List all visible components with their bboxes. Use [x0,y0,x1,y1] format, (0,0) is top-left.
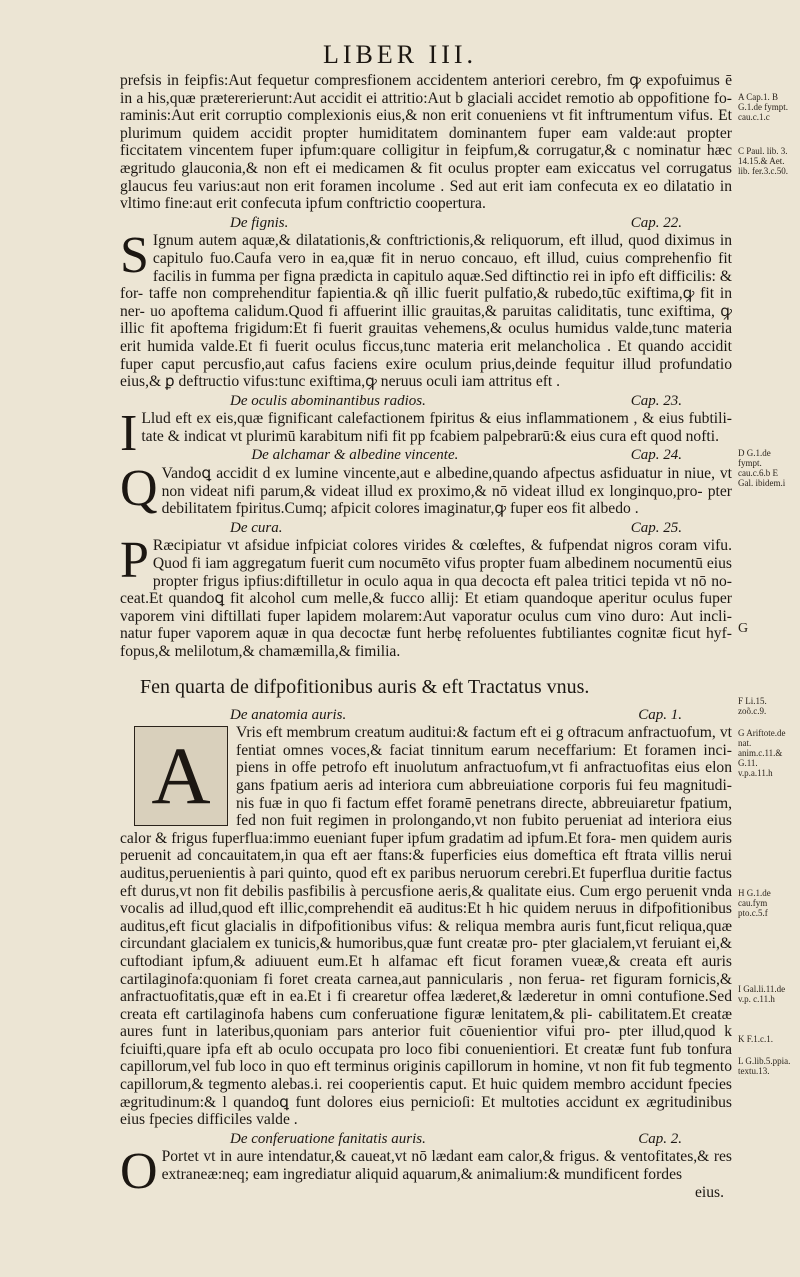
chapter-number: Cap. 23. [630,392,682,409]
marginal-note: H G.1.de cau.fym pto.c.5.f [738,888,771,918]
section-title: De fignis. [230,214,289,231]
section-body: A Vris eft membrum creatum auditui:& factum eft ei g oftracum anfractuofum, vt fentiat omnes voces,& faciat tinnitum earum neceffarium: Et foramen inci- piens in offe petrofo eft inuolutum anfractuofum,vt fi anfractuofitas eius elon gans fpatium aeris ad interiora cum abbreuiatione corporis fui feu magnitudi- nis fuæ in quo fi factum effet foramē penetrans directe, abbreuiaretur fpatium, fed non fuit regimen in prolongando,vt non fubito perueniat ad interiora eius calor & frigus fuperflua:immo eueniant fuper ipfum gradatim ad ipfum.Et fora- men quidem auris peruenit ad concauitatem,in qua eft aer ftans:& fuperficies eius domeftica eft ftrata villis nerui auditus,peruenientis à pari quinto, quod eft ex paribus neruorum cerebri.Et fuperflua duritie factus eft durus,vt non fit debilis pasfibilis à percusfione aeris,& qualitate eius. Cum ergo peruenit vnda vocalis ad illud,quod eft illic,comprehendit eā auditus:Et h hic quidem neruus in difpofitionibus auditus,eft ficut glacialis in difpofitionibus vifus: & reliqua membra auris funt,ficut reliqua,quæ circundant glacialem ex tunicis,& humoribus,quæ funt creatæ pro- pter glacialem,vt feruiant ei,& cuftodiant ipfum,& adiuuent eum.Et h alfamac eft ficut foramen vueæ,& creata eft auris cartilaginofa:quoniam fi foret creata carnea,aut pannicularis , non ferua- ret figuram fornicis,& anfractuofitatis,quæ eft in ea.Et i fi crearetur offea læderet,& læderetur in omni contufione.Sed creata eft cartilaginofa habens cum conferuatione figuræ lenitatem,& pli- cabilitatem.Et creatæ aures funt in lateribus,quoniam pars anterior fuit cōuenientior vifui pro- pter illud,quod k fciuifti,quare ipfa eft ab oculo occupata pro loco fibi conuenientiori. Et creatæ funt fub tonfura capillorum,vel fub loco in quo eft terminus originis capillorum in homine, vt non fit fub tegmento capillorum,& tegmento alebas.i. rei cooperientis caput. Et huic quidem membro accidunt fpecies ægritudinum:& l quandoꝗ funt dolores eius pernicioſi: Et multoties accidunt ex ægritudinibus eius fpecies difficiles valde . [120,724,732,1129]
section-heading [120,1131,732,1149]
treatise-title: Fen quarta de difpofitionibus auris & eft Tractatus vnus. [140,675,590,698]
chapter-number: Cap. 2. [638,1130,682,1147]
section-heading [141,447,732,465]
section-heading [120,707,732,725]
drop-cap: I [120,405,138,463]
section-body: I Llud eft ex eis,quæ fignificant calefactionem fpiritus & eius inflammationem , & eius fubtili- tate & indicat vt plurimū karabitum nifi fit pp fcabiem palpebrarū:& eius cura eft quod nofti. [120,405,732,463]
section-body: O Portet vt in aure intendatur,& caueat,vt nō lædant eam calor,& frigus. & ventofitates,& res extraneæ:neq; eam ingrediatur aliquid aquarum,& animalium:& mundificent fordes [120,1143,732,1201]
section-body: S Ignum autem aquæ,& dilatationis,& conftrictionis,& reliquorum, eft illud, quod diximus in capitulo fuo.Caufa vero in ea,quæ fit in neruo concauo, eft illud, cuius comprehenfio fit facilis in fumma per figna prædicta in capitulo aquæ.Sed diftinctio rei in ipfo eft difficilis: & for- taffe non comprehenditur fapientia.& qñ illic fuerit pulfatio,& rubedo,tūc exiftima,ꝙ fit in ner- uo apoftema calidum.Quod fi affuerint illic grauitas,& paruitas caliditatis, tunc exiftima, ꝙ illic fit apoftema frigidum:Et fi fuerit grauitas vehemens,& oculus humidus valde,tunc materia erit humida valde.Et fi fuerit oculus ficcus,tunc materia erit melancholica . Et quando accidit fuper caput percusfio,aut cafus faciens exire oculum prius,deinde fequitur illud profundatio eius,& ꝑ deftructio vifus:tunc exiftima,ꝙ neruus oculi iam attritus eft . [120,227,732,391]
section-body: P Ræcipiatur vt afsidue infpiciat colores virides & cœleftes, & fufpendat nigros coram vifu. Quod fi iam aggregatum fuerit cum nocumēto vifus propter fuam albedinem nocumentū eius propter frigus ipfius:diftilletur in oculo aqua in qua decocta eft palea tritici tepida vt nō no- ceat.Et quandoꝗ fit alcohol cum melle,& fucco allij: Et etiam quandoque aperitur oculus fuper vaporem vini diftillati fuper lapidem molarem:Aut vaporatur oculus cum vino duro: Aut incli- natur fuper vaporem aquæ in qua decoctæ funt herbę refoluentes fubtiliantes cognitæ ficut hyf- fopus,& melilotum,& chamæmilla,& fimilia. [120,532,732,660]
marginal-note: C Paul. lib. 3. 14.15.& Aet. lib. fer.3.c.50. [738,146,788,176]
decorated-initial: A [134,726,228,826]
section-heading [120,520,732,538]
opening-paragraph: prefsis in feipfis:Aut fequetur compresfionem accidentem anteriori cerebro, fm ꝙ expofuimus ē in a his,quæ prætererierunt:Aut accidit ei attritio:Aut b glaciali accidet remotio ab oppofitione fo- raminis:Aut erit corruptio complexionis eius,& non erit conueniens vt fit inftrumentum vifus. Et plurimum quidem accidit propter humiditatem dominantem fuper eam valde:aut propter ficcitatem vincentem fuper ipfum:quare colligitur in feipfum,& corrugatur,& c nominatur hæc ægritudo glauconia,& non eft ei medicamen & fit oculus propter eam exiccatus vel corrugatus glaucus feu varius:aut non erit foramen incolume . Sed aut erit iam confecuta ex eo dilatatio in vltimo fine:aut erit confecuta ipfum conftrictio coopertura. [120,72,732,213]
marginal-note: A Cap.1. B G.1.de fympt. cau.c.1.c [738,92,788,122]
section-title: De cura. [230,519,283,536]
section-title: De conferuatione fanitatis auris. [230,1130,426,1147]
marginal-note: K F.1.c.1. [738,1034,774,1044]
chapter-number: Cap. 25. [630,519,682,536]
marginal-note: G [738,621,749,636]
section-title: De alchamar & albedine vincente. [251,447,459,464]
catchword: eius. [694,1183,724,1201]
running-header: LIBER III. [322,40,478,69]
marginal-note: I Gal.li.11.de v.p. c.11.h [738,984,786,1004]
marginal-note: L G.lib.5.ppia. textu.13. [738,1056,791,1076]
drop-cap: S [120,227,149,285]
marginal-note: D G.1.de fympt. cau.c.6.b E Gal. ibidem.i [738,448,786,488]
section-title: De anatomia auris. [230,706,347,723]
drop-cap: O [120,1143,158,1201]
section-body: Q Vandoꝗ accidit d ex lumine vincente,aut e albedine,quando afpectus asfiduatur in niue, vt non videat nifi parum,& videat illud ex proximo,& nō videat illud ex longinquo,pro- pter debilitatem fpiritus.Cumq; afpicit colores imaginatur,ꝙ fuper eos fit albedo . [120,460,732,518]
chapter-number: Cap. 24. [630,447,682,464]
main-text-column [120,72,732,1201]
section-heading [120,393,732,411]
marginal-note: G Ariftote.de nat. anim.c.11.& G.11. v.p.a.11.h [738,728,786,778]
drop-cap: Q [120,460,158,518]
chapter-number: Cap. 1. [638,706,682,723]
marginal-note: F Li.15. zoõ.c.9. [738,696,767,716]
section-title: De oculis abominantibus radios. [230,392,426,409]
section-heading [120,215,732,233]
drop-cap: P [120,532,149,590]
chapter-number: Cap. 22. [630,214,682,231]
